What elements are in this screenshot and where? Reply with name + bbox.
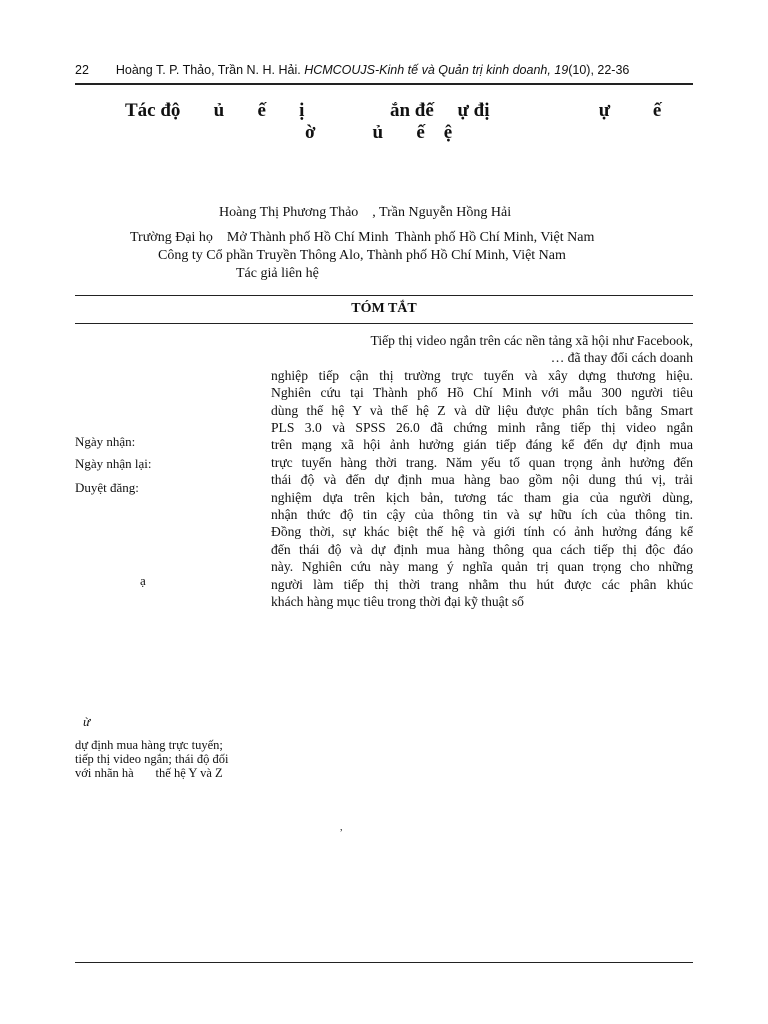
abstract-line: nghiệm dựa trên kịch bản, tương tác tham gia của người dùng,	[271, 489, 693, 505]
header-journal: HCMCOUJS-Kinh tế và Quản trị kinh doanh,	[304, 63, 551, 77]
text-fragment-a: ạ	[140, 573, 146, 588]
header-rule	[75, 83, 693, 85]
abstract-line: này. Nghiên cứu này mang ý nghĩa quản trị quan trọng cho những	[271, 559, 693, 575]
abstract-heading: TÓM TẮT	[351, 301, 417, 316]
corresponding-author: Tác giả liên hệ	[236, 266, 319, 281]
stray-mark: ,	[340, 822, 343, 833]
revised-label: Ngày nhận lại:	[75, 456, 152, 471]
abstract-line: Tiếp thị video ngắn trên các nền tảng xã hội như Facebook,	[370, 333, 693, 348]
abstract-line: trực tuyến hàng thời trang. Năm yếu tố quan trọng ảnh hưởng đến	[271, 454, 693, 470]
abstract-line: trên mạng xã hội ảnh hưởng gián tiếp đáng kể đến dự định mua	[271, 437, 693, 453]
running-header	[75, 63, 693, 77]
abstract-line: nhận thức độ tin cậy của thông tin và sự hữu ích của thông tin.	[271, 507, 693, 523]
abstract-line: đến thái độ và dự định mua hàng thông qua cách tiếp thị độc đáo	[271, 541, 693, 557]
keywords-line-3: với nhãn hà thế hệ Y và Z	[75, 766, 223, 780]
affiliation-1: Trường Đại họ Mở Thành phố Hồ Chí Minh Thành phố Hồ Chí Minh, Việt Nam	[130, 230, 595, 245]
abstract-line: người làm tiếp thị thời trang nhằm thu hút được các phân khúc	[271, 576, 693, 592]
text-fragment-u: ừ	[83, 714, 91, 729]
abstract-line: dùng thế hệ Y và thế hệ Z và dữ liệu được phân tích bằng Smart	[271, 402, 693, 418]
abstract-bottom-rule	[75, 962, 693, 963]
abstract-line: nghiệp tiếp cận thị trường trực tuyến và xây dựng thương hiệu.	[271, 367, 693, 383]
abstract-body	[271, 332, 693, 611]
abstract-top-rule	[75, 295, 693, 296]
header-issue-pages: (10), 22-36	[568, 63, 630, 77]
abstract-line: Đồng thời, sự khác biệt thế hệ và giới tính có ảnh hưởng đáng kể	[271, 524, 693, 540]
keywords-line-2: tiếp thị video ngắn; thái độ đối	[75, 752, 229, 766]
accepted-label: Duyệt đăng:	[75, 480, 139, 495]
header-authors: Hoàng T. P. Thảo, Trần N. H. Hải.	[115, 63, 301, 77]
abstract-line: … đã thay đổi cách doanh	[550, 350, 693, 366]
author-names: Hoàng Thị Phương Thảo , Trần Nguyễn Hồng Hải	[219, 205, 512, 220]
header-volume: 19	[554, 63, 569, 77]
article-title-line-2: ờ ủ ế ệ	[305, 122, 453, 143]
received-label: Ngày nhận:	[75, 434, 136, 449]
abstract-line: khách hàng mục tiêu trong thời đại kỹ thuật số	[271, 594, 524, 610]
page-number: 22	[75, 63, 89, 77]
abstract-line: Nghiên cứu tại Thành phố Hồ Chí Minh với mẫu 300 người tiêu	[271, 385, 693, 401]
keywords-line-1: dự định mua hàng trực tuyến;	[75, 738, 223, 752]
abstract-heading-rule	[75, 323, 693, 324]
abstract-line: PLS 3.0 và SPSS 26.0 đã chứng minh rằng tiếp thị video ngắn	[271, 420, 693, 436]
abstract-line: thái độ và đến dự định mua hàng bao gồm nội dung thú vị, trải	[271, 472, 693, 488]
article-title-line-1: Tác độ ủ ế ị ắn đế ự đị ự ế	[125, 100, 662, 121]
affiliation-2: Công ty Cổ phần Truyền Thông Alo, Thành phố Hồ Chí Minh, Việt Nam	[158, 248, 566, 263]
